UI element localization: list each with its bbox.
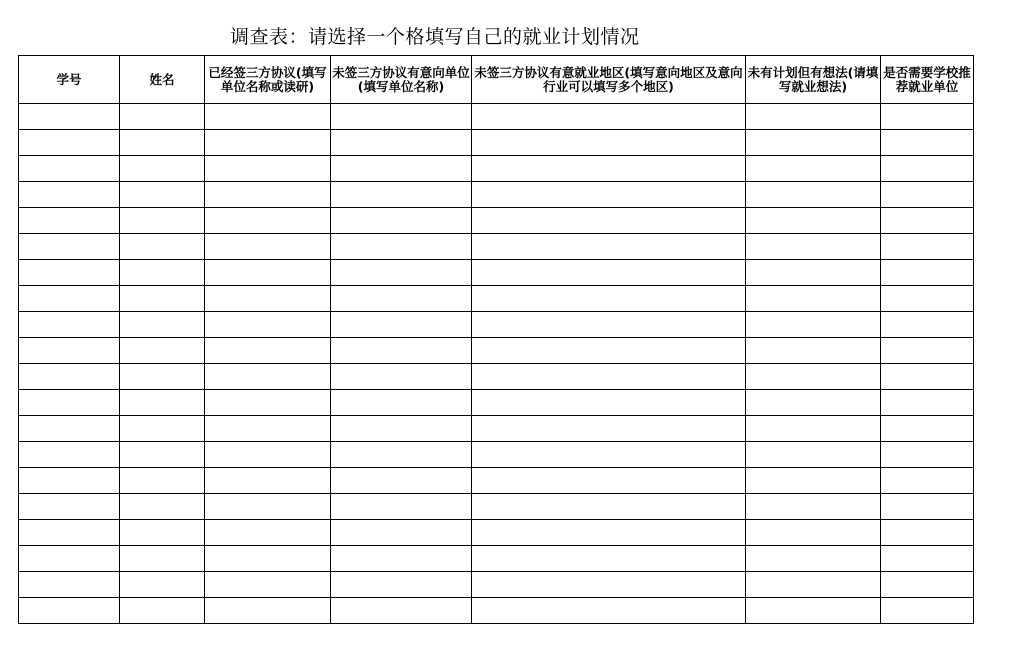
- cell-need-recommendation[interactable]: [881, 208, 974, 234]
- table-row: [19, 338, 974, 364]
- cell-student-id[interactable]: [19, 260, 120, 286]
- cell-intended-employer[interactable]: [331, 130, 472, 156]
- cell-intended-region[interactable]: [472, 598, 746, 624]
- cell-name[interactable]: [120, 234, 205, 260]
- cell-employment-ideas[interactable]: [746, 312, 881, 338]
- cell-name[interactable]: [120, 390, 205, 416]
- cell-name[interactable]: [120, 104, 205, 130]
- table-row: [19, 182, 974, 208]
- cell-name[interactable]: [120, 572, 205, 598]
- cell-need-recommendation[interactable]: [881, 104, 974, 130]
- cell-intended-employer[interactable]: [331, 546, 472, 572]
- cell-intended-employer[interactable]: [331, 494, 472, 520]
- cell-need-recommendation[interactable]: [881, 312, 974, 338]
- cell-signed-agreement[interactable]: [205, 546, 331, 572]
- cell-employment-ideas[interactable]: [746, 104, 881, 130]
- cell-intended-region[interactable]: [472, 156, 746, 182]
- cell-student-id[interactable]: [19, 364, 120, 390]
- cell-name[interactable]: [120, 312, 205, 338]
- column-header-intended-region: 未签三方协议有意就业地区(填写意向地区及意向行业可以填写多个地区): [472, 56, 746, 104]
- cell-intended-employer[interactable]: [331, 312, 472, 338]
- table-row: [19, 546, 974, 572]
- cell-student-id[interactable]: [19, 234, 120, 260]
- cell-signed-agreement[interactable]: [205, 286, 331, 312]
- cell-need-recommendation[interactable]: [881, 286, 974, 312]
- cell-student-id[interactable]: [19, 312, 120, 338]
- cell-intended-region[interactable]: [472, 208, 746, 234]
- cell-signed-agreement[interactable]: [205, 260, 331, 286]
- cell-signed-agreement[interactable]: [205, 312, 331, 338]
- cell-signed-agreement[interactable]: [205, 598, 331, 624]
- cell-employment-ideas[interactable]: [746, 260, 881, 286]
- cell-intended-employer[interactable]: [331, 182, 472, 208]
- cell-student-id[interactable]: [19, 104, 120, 130]
- cell-name[interactable]: [120, 364, 205, 390]
- cell-need-recommendation[interactable]: [881, 572, 974, 598]
- cell-intended-region[interactable]: [472, 364, 746, 390]
- cell-signed-agreement[interactable]: [205, 520, 331, 546]
- cell-intended-region[interactable]: [472, 442, 746, 468]
- cell-need-recommendation[interactable]: [881, 468, 974, 494]
- cell-intended-region[interactable]: [472, 468, 746, 494]
- cell-signed-agreement[interactable]: [205, 130, 331, 156]
- cell-employment-ideas[interactable]: [746, 598, 881, 624]
- cell-need-recommendation[interactable]: [881, 546, 974, 572]
- page-title: 调查表：请选择一个格填写自己的就业计划情况: [230, 26, 640, 48]
- cell-intended-region[interactable]: [472, 416, 746, 442]
- cell-intended-employer[interactable]: [331, 260, 472, 286]
- cell-name[interactable]: [120, 156, 205, 182]
- cell-intended-employer[interactable]: [331, 364, 472, 390]
- cell-name[interactable]: [120, 442, 205, 468]
- column-header-signed-agreement: 已经签三方协议(填写单位名称或读研): [205, 56, 331, 104]
- cell-employment-ideas[interactable]: [746, 156, 881, 182]
- cell-employment-ideas[interactable]: [746, 442, 881, 468]
- cell-student-id[interactable]: [19, 130, 120, 156]
- cell-employment-ideas[interactable]: [746, 234, 881, 260]
- cell-intended-employer[interactable]: [331, 468, 472, 494]
- cell-name[interactable]: [120, 182, 205, 208]
- cell-name[interactable]: [120, 494, 205, 520]
- table-row: [19, 598, 974, 624]
- cell-student-id[interactable]: [19, 442, 120, 468]
- cell-employment-ideas[interactable]: [746, 468, 881, 494]
- cell-student-id[interactable]: [19, 416, 120, 442]
- cell-name[interactable]: [120, 130, 205, 156]
- table-row: [19, 572, 974, 598]
- cell-employment-ideas[interactable]: [746, 130, 881, 156]
- survey-table: [18, 55, 974, 624]
- table-row: [19, 286, 974, 312]
- cell-employment-ideas[interactable]: [746, 364, 881, 390]
- cell-need-recommendation[interactable]: [881, 156, 974, 182]
- cell-signed-agreement[interactable]: [205, 208, 331, 234]
- cell-employment-ideas[interactable]: [746, 520, 881, 546]
- cell-intended-region[interactable]: [472, 234, 746, 260]
- table-row: [19, 156, 974, 182]
- cell-employment-ideas[interactable]: [746, 546, 881, 572]
- cell-need-recommendation[interactable]: [881, 234, 974, 260]
- table-row: [19, 468, 974, 494]
- column-header-employment-ideas: 未有计划但有想法(请填写就业想法): [746, 56, 881, 104]
- column-header-student-id: 学号: [19, 56, 120, 104]
- cell-student-id[interactable]: [19, 572, 120, 598]
- table-row: [19, 390, 974, 416]
- cell-intended-region[interactable]: [472, 390, 746, 416]
- cell-intended-region[interactable]: [472, 338, 746, 364]
- cell-name[interactable]: [120, 520, 205, 546]
- cell-student-id[interactable]: [19, 468, 120, 494]
- table-row: [19, 520, 974, 546]
- cell-employment-ideas[interactable]: [746, 494, 881, 520]
- cell-intended-employer[interactable]: [331, 338, 472, 364]
- table-row: [19, 130, 974, 156]
- cell-student-id[interactable]: [19, 208, 120, 234]
- cell-intended-employer[interactable]: [331, 390, 472, 416]
- cell-need-recommendation[interactable]: [881, 416, 974, 442]
- cell-student-id[interactable]: [19, 182, 120, 208]
- cell-employment-ideas[interactable]: [746, 572, 881, 598]
- cell-student-id[interactable]: [19, 156, 120, 182]
- cell-name[interactable]: [120, 338, 205, 364]
- cell-intended-employer[interactable]: [331, 598, 472, 624]
- cell-employment-ideas[interactable]: [746, 338, 881, 364]
- cell-signed-agreement[interactable]: [205, 104, 331, 130]
- table-row: [19, 416, 974, 442]
- cell-need-recommendation[interactable]: [881, 182, 974, 208]
- cell-student-id[interactable]: [19, 286, 120, 312]
- cell-need-recommendation[interactable]: [881, 260, 974, 286]
- column-header-name: 姓名: [120, 56, 205, 104]
- cell-need-recommendation[interactable]: [881, 520, 974, 546]
- cell-signed-agreement[interactable]: [205, 338, 331, 364]
- cell-intended-employer[interactable]: [331, 104, 472, 130]
- cell-need-recommendation[interactable]: [881, 130, 974, 156]
- cell-name[interactable]: [120, 260, 205, 286]
- cell-intended-employer[interactable]: [331, 442, 472, 468]
- cell-employment-ideas[interactable]: [746, 182, 881, 208]
- cell-name[interactable]: [120, 598, 205, 624]
- table-row: [19, 442, 974, 468]
- table-row: [19, 104, 974, 130]
- table-row: [19, 494, 974, 520]
- cell-signed-agreement[interactable]: [205, 468, 331, 494]
- cell-intended-region[interactable]: [472, 286, 746, 312]
- cell-student-id[interactable]: [19, 546, 120, 572]
- cell-signed-agreement[interactable]: [205, 182, 331, 208]
- cell-intended-region[interactable]: [472, 182, 746, 208]
- cell-intended-region[interactable]: [472, 572, 746, 598]
- cell-intended-region[interactable]: [472, 312, 746, 338]
- cell-intended-region[interactable]: [472, 104, 746, 130]
- cell-employment-ideas[interactable]: [746, 416, 881, 442]
- table-row: [19, 364, 974, 390]
- cell-student-id[interactable]: [19, 520, 120, 546]
- cell-student-id[interactable]: [19, 390, 120, 416]
- cell-signed-agreement[interactable]: [205, 494, 331, 520]
- table-row: [19, 234, 974, 260]
- cell-need-recommendation[interactable]: [881, 364, 974, 390]
- table-row: [19, 260, 974, 286]
- cell-intended-region[interactable]: [472, 130, 746, 156]
- table-row: [19, 312, 974, 338]
- cell-student-id[interactable]: [19, 598, 120, 624]
- cell-signed-agreement[interactable]: [205, 416, 331, 442]
- cell-intended-employer[interactable]: [331, 286, 472, 312]
- cell-student-id[interactable]: [19, 338, 120, 364]
- cell-name[interactable]: [120, 546, 205, 572]
- cell-intended-employer[interactable]: [331, 208, 472, 234]
- cell-intended-employer[interactable]: [331, 416, 472, 442]
- cell-employment-ideas[interactable]: [746, 390, 881, 416]
- cell-intended-region[interactable]: [472, 260, 746, 286]
- cell-intended-region[interactable]: [472, 494, 746, 520]
- column-header-intended-employer: 未签三方协议有意向单位(填写单位名称): [331, 56, 472, 104]
- cell-signed-agreement[interactable]: [205, 572, 331, 598]
- cell-intended-employer[interactable]: [331, 572, 472, 598]
- cell-employment-ideas[interactable]: [746, 208, 881, 234]
- cell-need-recommendation[interactable]: [881, 338, 974, 364]
- cell-name[interactable]: [120, 468, 205, 494]
- cell-need-recommendation[interactable]: [881, 390, 974, 416]
- cell-need-recommendation[interactable]: [881, 598, 974, 624]
- cell-intended-employer[interactable]: [331, 234, 472, 260]
- cell-name[interactable]: [120, 286, 205, 312]
- header-row: [19, 56, 974, 104]
- column-header-need-recommendation: 是否需要学校推荐就业单位: [881, 56, 974, 104]
- cell-signed-agreement[interactable]: [205, 364, 331, 390]
- cell-intended-employer[interactable]: [331, 156, 472, 182]
- cell-intended-region[interactable]: [472, 520, 746, 546]
- cell-signed-agreement[interactable]: [205, 234, 331, 260]
- cell-signed-agreement[interactable]: [205, 390, 331, 416]
- cell-need-recommendation[interactable]: [881, 494, 974, 520]
- table-body: [19, 104, 974, 624]
- cell-name[interactable]: [120, 416, 205, 442]
- cell-intended-region[interactable]: [472, 546, 746, 572]
- cell-signed-agreement[interactable]: [205, 442, 331, 468]
- cell-need-recommendation[interactable]: [881, 442, 974, 468]
- cell-student-id[interactable]: [19, 494, 120, 520]
- cell-employment-ideas[interactable]: [746, 286, 881, 312]
- table-row: [19, 208, 974, 234]
- cell-name[interactable]: [120, 208, 205, 234]
- cell-signed-agreement[interactable]: [205, 156, 331, 182]
- cell-intended-employer[interactable]: [331, 520, 472, 546]
